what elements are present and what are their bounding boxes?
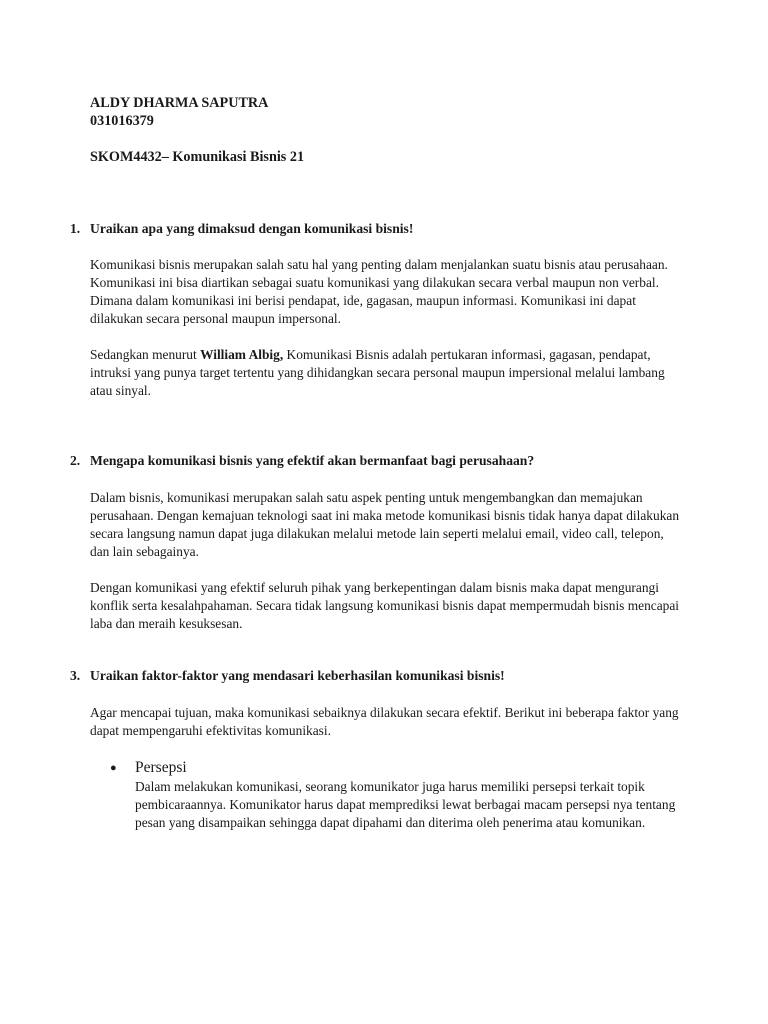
paragraph: Agar mencapai tujuan, maka komunikasi sebaiknya dilakukan secara efektif. Berikut ini beberapa faktor yang dapat mempengaruhi efektivitas komunikasi.	[90, 705, 679, 738]
paragraph: Dalam bisnis, komunikasi merupakan salah satu aspek penting untuk mengembangkan dan memajukan perusahaan. Dengan kemajuan teknologi saat ini maka metode komunikasi bisnis tidak hanya dapat dilakukan secara langsung namun dapat juga dilakukan melalui metode lain seperti melalui email, video call, telepon, dan lain sebagainya.	[90, 490, 680, 559]
bullet-text: Dalam melakukan komunikasi, seorang komunikator juga harus memiliki persepsi terkait topik pembicaraannya. Komunikator harus dapat memprediksi lewat berbagai macam persepsi nya tentang pesan yang disampaikan sehingga dapat dipahami dan diterima oleh penerima atau komunikan.	[135, 779, 676, 830]
answer-3-paragraph-1	[70, 704, 690, 740]
question-3-title	[70, 667, 690, 685]
paragraph	[90, 346, 680, 400]
answer-1-paragraph-2	[70, 346, 690, 400]
bullet-marker: ●	[110, 762, 117, 774]
question-text: Mengapa komunikasi bisnis yang efektif akan bermanfaat bagi perusahaan?	[90, 453, 535, 468]
bullet-title: Persepsi	[135, 759, 187, 776]
question-number: 1.	[70, 221, 81, 236]
question-number: 3.	[70, 668, 81, 683]
answer-1-paragraph-1	[70, 256, 690, 328]
question-1	[70, 220, 690, 238]
course-title: SKOM4432– Komunikasi Bisnis 21	[90, 149, 305, 165]
student-id: 031016379	[90, 113, 154, 129]
question-1-title	[70, 220, 690, 238]
cited-author: William Albig,	[200, 347, 284, 362]
question-3	[70, 667, 690, 685]
paragraph-rest: Komunikasi Bisnis adalah pertukaran informasi, gagasan, pendapat, intruksi yang punya target tertentu yang dihidangkan secara personal maupun impersional melalui lambang atau sinyal.	[90, 347, 665, 398]
paragraph: Dengan komunikasi yang efektif seluruh pihak yang berkepentingan dalam bisnis maka dapat mengurangi konflik serta kesalahpahaman. Secara tidak langsung komunikasi bisnis dapat mempermudah bisnis mencapai laba dan meraih kesuksesan.	[90, 580, 680, 631]
paragraph-prefix: Sedangkan menurut	[90, 347, 201, 362]
answer-2-paragraph-1	[70, 489, 690, 561]
author-name: ALDY DHARMA SAPUTRA	[90, 95, 269, 111]
bullet-persepsi	[110, 758, 690, 832]
question-2	[70, 452, 690, 470]
question-text: Uraikan apa yang dimaksud dengan komunikasi bisnis!	[90, 221, 414, 236]
author-block	[90, 94, 268, 130]
question-number: 2.	[70, 453, 81, 468]
question-2-title	[70, 452, 690, 470]
question-text: Uraikan faktor-faktor yang mendasari keberhasilan komunikasi bisnis!	[90, 668, 505, 683]
bullet-heading	[110, 758, 690, 778]
paragraph: Komunikasi bisnis merupakan salah satu hal yang penting dalam menjalankan suatu bisnis atau perusahaan. Komunikasi ini bisa diartikan sebagai suatu komunikasi yang dilakukan secara verbal maupun non verbal. Dimana dalam komunikasi ini berisi pendapat, ide, gagasan, maupun informasi. Komunikasi ini dapat dilakukan secara personal maupun impersonal.	[90, 257, 668, 326]
answer-2-paragraph-2	[70, 579, 690, 633]
